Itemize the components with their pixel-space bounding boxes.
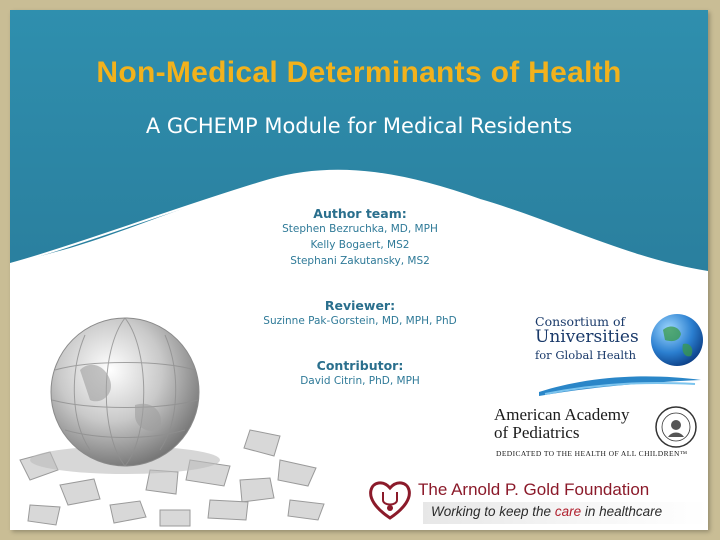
cugh-logo: [535, 312, 705, 400]
aap-seal-icon: [654, 405, 698, 449]
heart-stethoscope-icon: [365, 474, 415, 524]
author-name: Stephani Zakutansky, MS2: [290, 255, 430, 267]
aap-line-2: of Pediatrics: [494, 423, 580, 442]
swoosh-icon: [535, 370, 705, 398]
author-name: Stephen Bezruchka, MD, MPH: [282, 223, 438, 235]
gold-foundation-name: The Arnold P. Gold Foundation: [418, 480, 650, 499]
tagline-end: in healthcare: [581, 504, 663, 519]
contributor-heading: Contributor:: [316, 358, 404, 373]
aap-tagline: DEDICATED TO THE HEALTH OF ALL CHILDREN™: [496, 449, 688, 458]
slide-title: Non-Medical Determinants of Health: [96, 56, 622, 89]
cugh-line-2: Universities: [535, 327, 639, 347]
puzzle-globe-icon: [10, 310, 350, 530]
tagline-care: care: [554, 504, 582, 519]
gold-foundation-tagline: [431, 504, 662, 519]
cugh-line-1: Consortium of: [535, 314, 626, 329]
cugh-line-3: for Global Health: [535, 348, 637, 362]
aap-line-1: American Academy: [494, 405, 630, 424]
author-name: Kelly Bogaert, MS2: [310, 239, 410, 251]
reviewer-heading: Reviewer:: [324, 298, 396, 313]
tagline-start: Working to keep the: [431, 504, 555, 519]
gold-foundation-logo: [365, 472, 708, 530]
author-team-block: [210, 206, 510, 269]
contributor-name: David Citrin, PhD, MPH: [300, 375, 420, 387]
aap-logo: [494, 405, 708, 465]
author-team-heading: Author team:: [313, 206, 407, 221]
reviewer-name: Suzinne Pak-Gorstein, MD, MPH, PhD: [263, 315, 457, 327]
slide: [10, 10, 708, 530]
globe-icon: [649, 312, 705, 368]
slide-subtitle: A GCHEMP Module for Medical Residents: [145, 114, 573, 138]
